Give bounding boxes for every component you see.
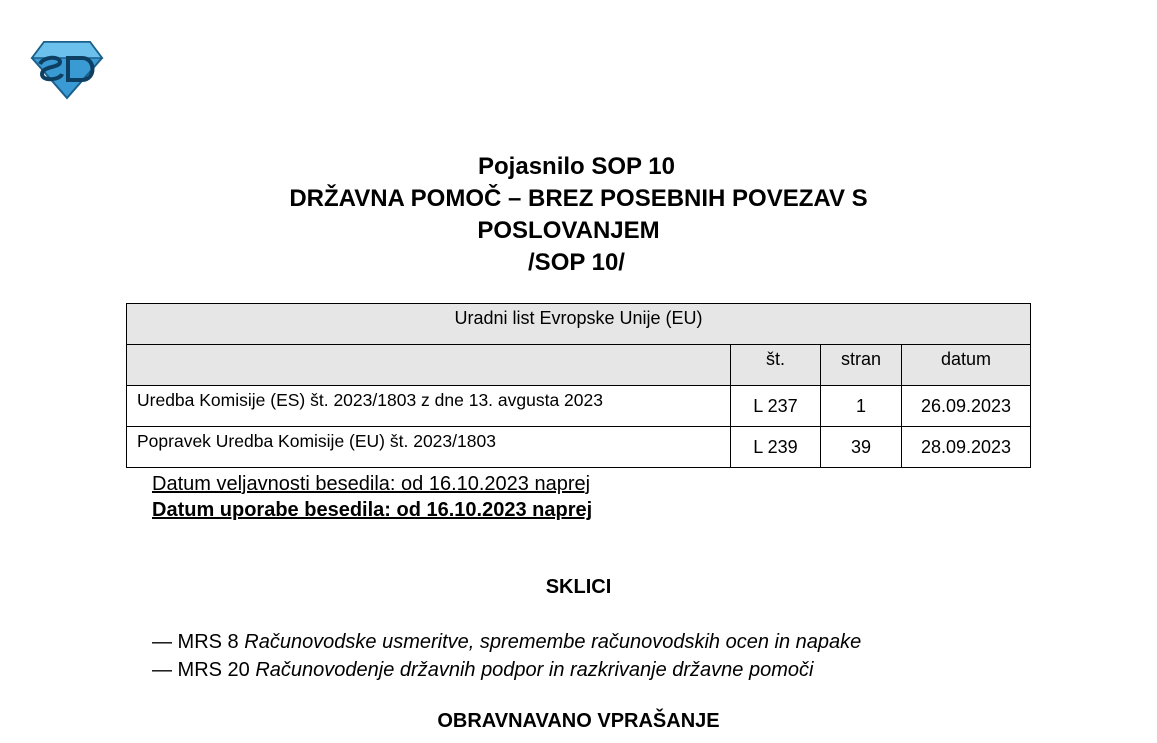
table-header-row	[127, 345, 1031, 386]
table-caption: Uradni list Evropske Unije (EU)	[127, 304, 1031, 345]
table-caption-row	[127, 304, 1031, 345]
publication-date: 26.09.2023	[902, 386, 1031, 427]
issue-heading: OBRAVNAVANO VPRAŠANJE	[437, 710, 720, 732]
reference-title: Računovodenje državnih podpor in razkrivanje državne pomoči	[255, 659, 814, 681]
table-row	[127, 386, 1031, 427]
title-line-1: Pojasnilo SOP 10	[478, 153, 675, 180]
validity-dates	[152, 471, 592, 523]
sd-diamond-logo-icon	[30, 40, 104, 100]
use-date: Datum uporabe besedila: od 16.10.2023 naprej	[152, 499, 593, 521]
page-number: 39	[821, 427, 902, 468]
list-item	[152, 656, 861, 684]
document-title	[0, 151, 1157, 279]
reference-prefix: — MRS 20	[152, 659, 256, 681]
title-line-4: /SOP 10/	[528, 249, 625, 276]
title-line-2: DRŽAVNA POMOČ – BREZ POSEBNIH POVEZAV S	[289, 185, 868, 212]
title-line-3: POSLOVANJEM	[477, 217, 660, 244]
reference-title: Računovodske usmeritve, spremembe računovodskih ocen in napake	[244, 631, 862, 653]
reference-prefix: — MRS 8	[152, 631, 245, 653]
references-heading: SKLICI	[545, 576, 612, 598]
column-header-datum: datum	[902, 345, 1031, 386]
column-header-stran: stran	[821, 345, 902, 386]
regulation-name: Popravek Uredba Komisije (EU) št. 2023/1803	[127, 427, 731, 468]
eu-journal-table	[126, 303, 1031, 468]
column-header-name	[127, 345, 731, 386]
regulation-name: Uredba Komisije (ES) št. 2023/1803 z dne 13. avgusta 2023	[127, 386, 731, 427]
validity-date: Datum veljavnosti besedila: od 16.10.2023 naprej	[152, 473, 591, 495]
column-header-st: št.	[731, 345, 821, 386]
table-row	[127, 427, 1031, 468]
journal-number: L 237	[731, 386, 821, 427]
journal-number: L 239	[731, 427, 821, 468]
references-list	[152, 628, 861, 684]
publication-date: 28.09.2023	[902, 427, 1031, 468]
list-item	[152, 628, 861, 656]
page-number: 1	[821, 386, 902, 427]
